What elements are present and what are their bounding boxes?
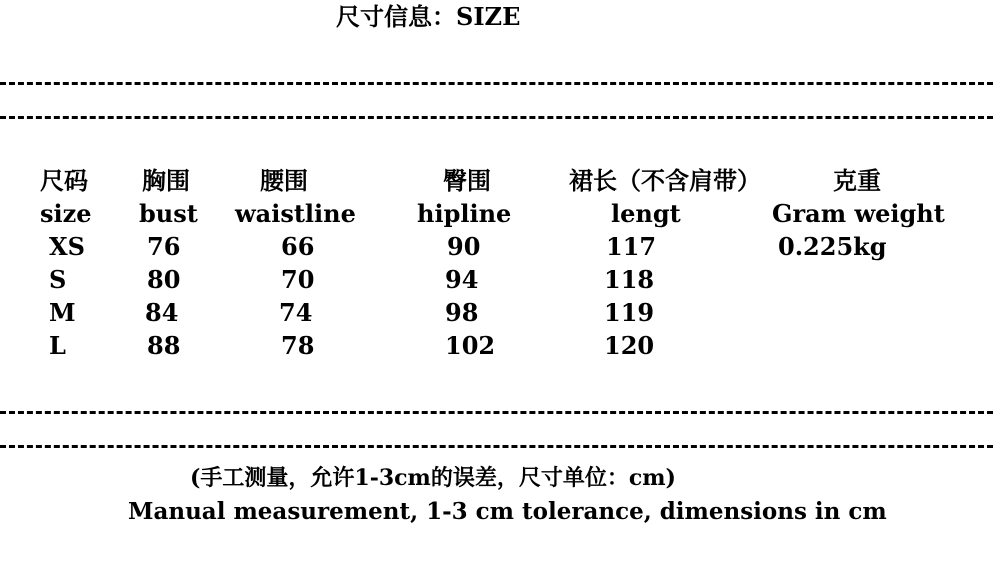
measurement-note-en: Manual measurement, 1-3 cm tolerance, dimensions in cm — [128, 498, 887, 525]
header-hip-cn: 臀围 — [443, 166, 491, 195]
bust-cell: 84 — [145, 298, 179, 327]
header-bust-en: bust — [139, 199, 198, 228]
waist-cell: 74 — [279, 298, 313, 327]
weight-cell: 0.225kg — [778, 232, 887, 261]
length-cell: 118 — [604, 265, 655, 294]
header-bust-cn: 胸围 — [142, 166, 190, 195]
dashed-divider — [0, 82, 993, 85]
header-length-en: lengt — [611, 199, 681, 228]
header-weight-en: Gram weight — [772, 199, 945, 228]
bust-cell: 88 — [147, 331, 181, 360]
hip-cell: 90 — [447, 232, 481, 261]
size-cell: XS — [49, 232, 85, 261]
waist-cell: 78 — [281, 331, 315, 360]
bust-cell: 76 — [147, 232, 181, 261]
bust-cell: 80 — [147, 265, 181, 294]
size-cell: L — [49, 331, 66, 360]
measurement-note-cn: (手工测量，允许1-3cm的误差，尺寸单位：cm) — [190, 465, 676, 491]
hip-cell: 102 — [445, 331, 496, 360]
dashed-divider — [0, 411, 993, 414]
page-title: 尺寸信息：SIZE — [336, 2, 521, 31]
size-cell: M — [49, 298, 76, 327]
header-waist-en: waistline — [235, 199, 356, 228]
length-cell: 119 — [604, 298, 655, 327]
dashed-divider — [0, 116, 993, 119]
header-weight-cn: 克重 — [833, 166, 881, 195]
waist-cell: 66 — [281, 232, 315, 261]
length-cell: 117 — [606, 232, 657, 261]
header-hip-en: hipline — [417, 199, 512, 228]
hip-cell: 94 — [445, 265, 479, 294]
header-size-en: size — [40, 199, 92, 228]
waist-cell: 70 — [281, 265, 315, 294]
header-waist-cn: 腰围 — [260, 166, 308, 195]
header-size-cn: 尺码 — [40, 166, 88, 195]
length-cell: 120 — [604, 331, 655, 360]
dashed-divider — [0, 445, 993, 448]
size-cell: S — [49, 265, 67, 294]
header-length-cn: 裙长（不含肩带） — [569, 166, 761, 195]
hip-cell: 98 — [445, 298, 479, 327]
